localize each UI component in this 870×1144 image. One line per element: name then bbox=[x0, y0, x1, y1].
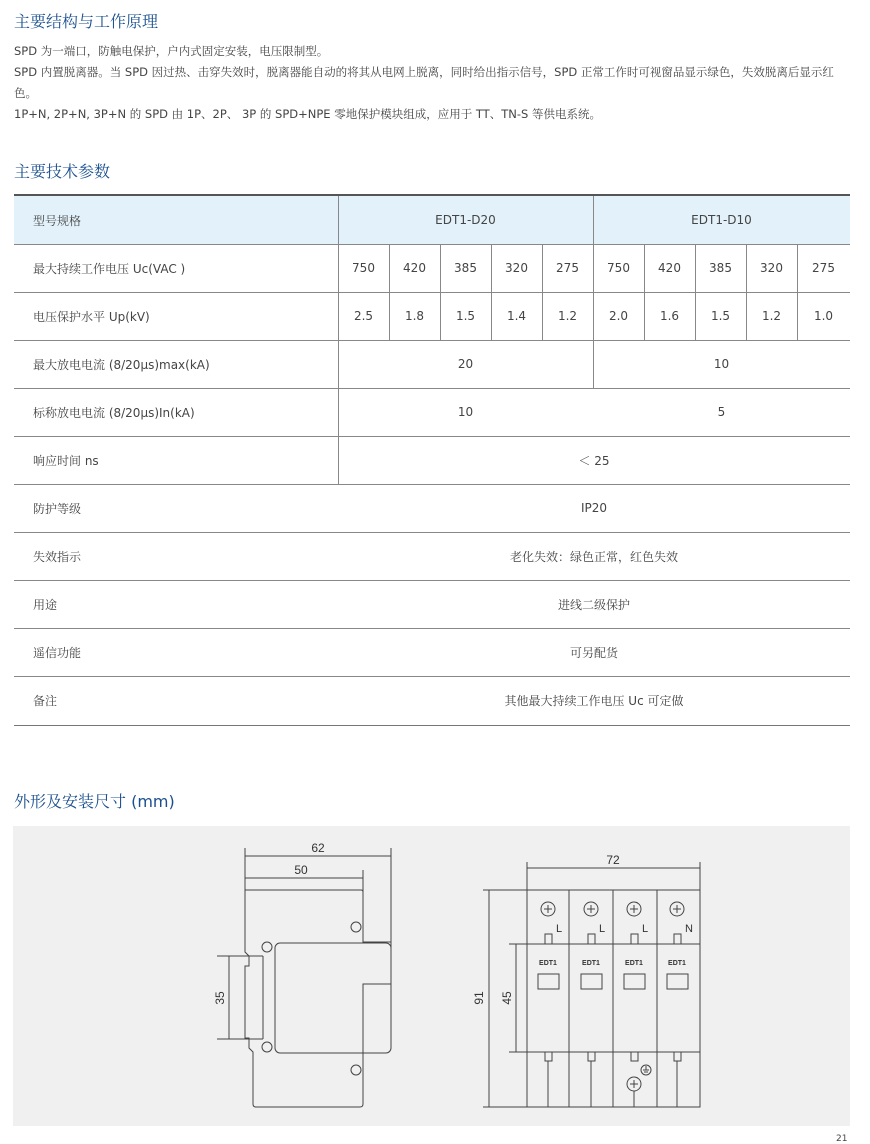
paragraph-3: 1P+N, 2P+N, 3P+N 的 SPD 由 1P、2P、 3P 的 SPD+NPE 零地保护模块组成，应用于 TT、TN-S 等供电系统。 bbox=[14, 107, 601, 121]
table-cell: 1.4 bbox=[506, 309, 527, 323]
table-cell: 1.5 bbox=[455, 309, 476, 323]
pole-label: L bbox=[599, 923, 606, 935]
table-cell: IP20 bbox=[580, 501, 608, 515]
drawing-svg bbox=[13, 826, 850, 1126]
header-label: 型号规格 bbox=[33, 213, 82, 228]
dim-62-label: 62 bbox=[311, 841, 325, 855]
table-cell: 420 bbox=[658, 261, 681, 275]
table-cell: 可另配货 bbox=[569, 645, 618, 660]
module-label: EDT1 bbox=[539, 960, 557, 967]
table-cell: 750 bbox=[607, 261, 630, 275]
table-cell: 1.8 bbox=[404, 309, 425, 323]
page-number: 21 bbox=[836, 1134, 848, 1144]
row-label-remote: 遥信功能 bbox=[33, 645, 82, 660]
table-cell: 320 bbox=[760, 261, 783, 275]
table-cell: 1.0 bbox=[813, 309, 834, 323]
table-cell: 750 bbox=[352, 261, 375, 275]
table-cell: 进线二级保护 bbox=[557, 597, 630, 612]
table-bottom-border bbox=[14, 725, 850, 726]
table-cell: 1.2 bbox=[557, 309, 578, 323]
dim-35-label: 35 bbox=[213, 991, 227, 1005]
dim-50-label: 50 bbox=[294, 863, 308, 877]
structure-title: 主要结构与工作原理 bbox=[14, 12, 159, 31]
dimensions-title: 外形及安装尺寸 (mm) bbox=[14, 792, 175, 811]
table-cell: 420 bbox=[403, 261, 426, 275]
table-cell: 275 bbox=[556, 261, 579, 275]
paragraph-2: SPD 内置脱离器。当 SPD 因过热、击穿失效时，脱离器能自动的将其从电网上脱离，同时给出指示信号，SPD 正常工作时可视窗品显示绿色，失效脱离后显示红色。 bbox=[14, 65, 834, 100]
table-cell: 2.5 bbox=[353, 309, 374, 323]
table-cell: 老化失效：绿色正常，红色失效 bbox=[509, 549, 678, 564]
row-label-notes: 备注 bbox=[33, 693, 58, 708]
module-label: EDT1 bbox=[625, 960, 643, 967]
params-title: 主要技术参数 bbox=[14, 162, 111, 181]
table-cell: ＜ 25 bbox=[578, 453, 610, 468]
front-view bbox=[483, 862, 700, 1107]
model-edt1-d10: EDT1-D10 bbox=[691, 213, 752, 227]
dim-45-label: 45 bbox=[500, 991, 514, 1005]
row-label-usage: 用途 bbox=[33, 597, 58, 612]
table-cell: 10 bbox=[457, 405, 474, 419]
side-view bbox=[217, 848, 391, 1107]
table-cell: 其他最大持续工作电压 Uc 可定做 bbox=[504, 693, 684, 708]
pole-label: L bbox=[556, 923, 563, 935]
pole-label: N bbox=[685, 923, 693, 935]
table-cell: 20 bbox=[457, 357, 474, 371]
table-cell: 320 bbox=[505, 261, 528, 275]
row-label-response: 响应时间 ns bbox=[33, 453, 99, 468]
spec-table bbox=[14, 194, 850, 726]
model-edt1-d20: EDT1-D20 bbox=[435, 213, 496, 227]
table-cell: 1.2 bbox=[761, 309, 782, 323]
dimension-drawing bbox=[13, 826, 850, 1126]
table-cell: 275 bbox=[812, 261, 835, 275]
paragraph-1: SPD 为一端口，防触电保护，户内式固定安装，电压限制型。 bbox=[14, 44, 329, 58]
dim-91-label: 91 bbox=[472, 991, 486, 1005]
module-label: EDT1 bbox=[582, 960, 600, 967]
row-label-uc: 最大持续工作电压 Uc(VAC ) bbox=[33, 261, 186, 276]
table-cell: 10 bbox=[713, 357, 730, 371]
pole-label: L bbox=[642, 923, 649, 935]
row-label-up: 电压保护水平 Up(kV) bbox=[33, 309, 150, 324]
row-label-failure: 失效指示 bbox=[33, 549, 82, 564]
table-cell: 5 bbox=[717, 405, 726, 419]
dim-72-label: 72 bbox=[606, 853, 620, 867]
row-label-in: 标称放电电流 (8/20μs)In(kA) bbox=[33, 405, 195, 420]
table-cell: 2.0 bbox=[608, 309, 629, 323]
table-cell: 385 bbox=[454, 261, 477, 275]
module-label: EDT1 bbox=[668, 960, 686, 967]
row-label-protection: 防护等级 bbox=[33, 501, 82, 516]
table-cell: 1.6 bbox=[659, 309, 680, 323]
row-label-imax: 最大放电电流 (8/20μs)max(kA) bbox=[33, 357, 210, 372]
table-cell: 385 bbox=[709, 261, 732, 275]
table-cell: 1.5 bbox=[710, 309, 731, 323]
